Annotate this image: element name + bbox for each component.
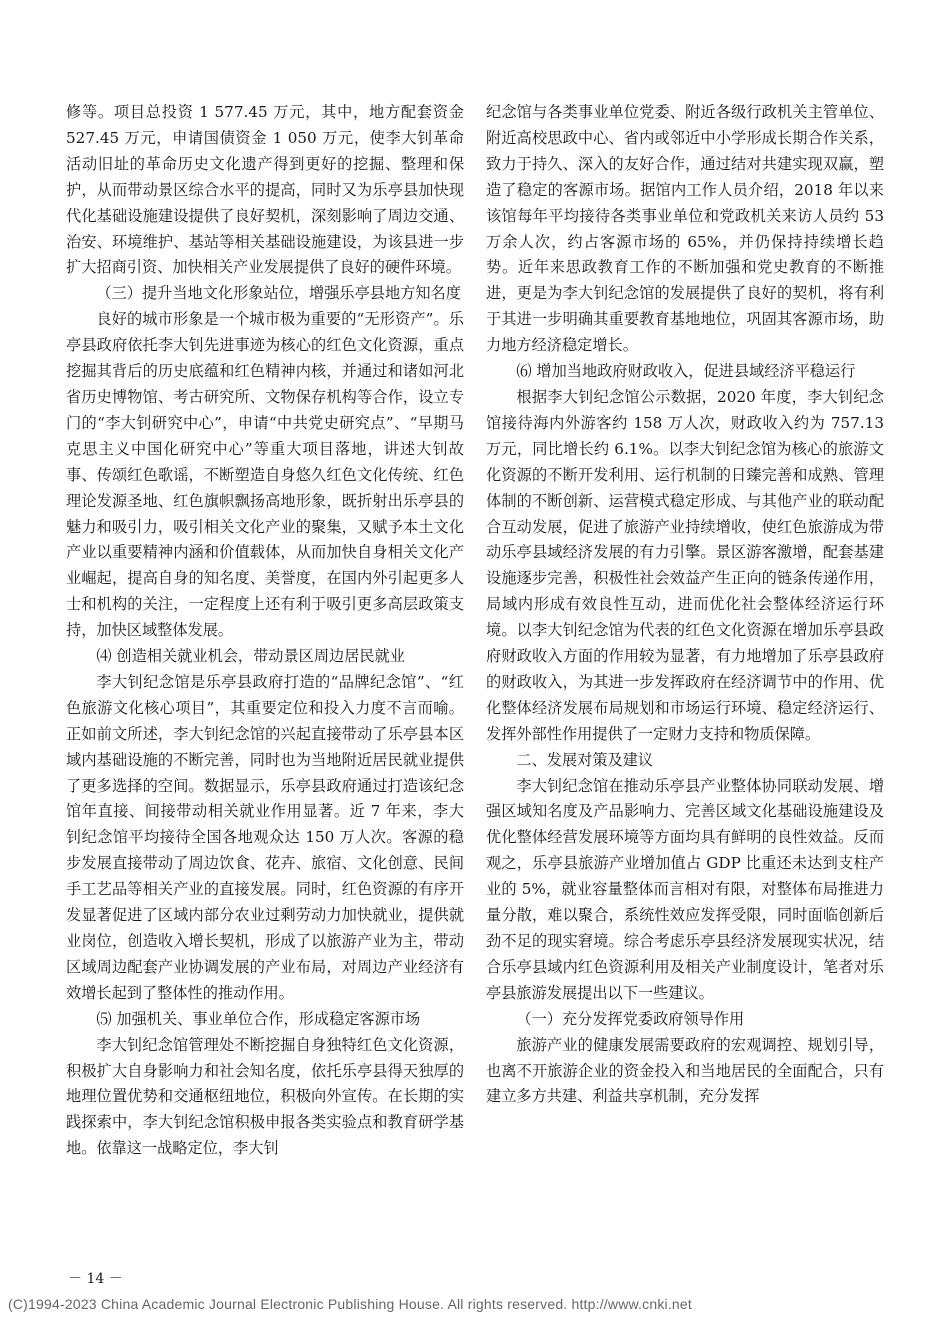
copyright-notice: (C)1994-2023 China Academic Journal Electronic Publishing House. All rights reserved. http://www.cnki.net [8,1296,692,1312]
page-number: － 14 － [68,1271,123,1287]
left-column [66,100,464,1162]
section-heading: （一）充分发挥党委政府领导作用 [516,1009,745,1028]
paragraph: 旅游产业的健康发展需要政府的宏观调控、规划引导，也离不开旅游企业的资金投入和当地居民的全面配合，只有建立多方共建、利益共享机制，充分发挥 [486,1035,884,1106]
section-heading: ⑷ 创造相关就业机会，带动景区周边居民就业 [96,647,405,666]
section-heading: ⑸ 加强机关、事业单位合作，形成稳定客源市场 [96,1009,421,1028]
section-heading: ⑹ 增加当地政府财政收入，促进县域经济平稳运行 [516,362,856,381]
paragraph: 李大钊纪念馆管理处不断挖掘自身独特红色文化资源，积极扩大自身影响力和社会知名度，依托乐亭县得天独厚的地理位置优势和交通枢纽地位，积极向外宣传。在长期的实践探索中，李大钊纪念馆积极申报各类实验点和教育研学基地。依靠这一战略定位，李大钊 [66,1035,464,1158]
paragraph: 纪念馆与各类事业单位党委、附近各级行政机关主管单位、附近高校思政中心、省内或邻近中小学形成长期合作关系，致力于持久、深入的友好合作，通过结对共建实现双赢，塑造了稳定的客源市场。据馆内工作人员介绍，2018 年以来该馆每年平均接待各类事业单位和党政机关来访人员约 53 万余人次，约占客源市场的 65%，并仍保持持续增长趋势。近年来思政教育工作的不断加强和党史教育的不断推进，更是为李大钊纪念馆的发展提供了良好的契机，将有利于其进一步明确其重要教育基地地位，巩固其客源市场，助力地方经济稳定增长。 [486,103,884,355]
paragraph: 修等。项目总投资 1 577.45 万元，其中，地方配套资金 527.45 万元，申请国债资金 1 050 万元，使李大钊革命活动旧址的革命历史文化遗产得到更好的挖掘、整理和保护，从而带动景区综合水平的提高，同时又为乐亭县加快现代化基础设施建设提供了良好契机，深刻影响了周边交通、治安、环境维护、基站等相关基础设施建设，为该县进一步扩大招商引资、加快相关产业发展提供了良好的硬件环境。 [66,103,464,277]
paragraph: 李大钊纪念馆在推动乐亭县产业整体协同联动发展、增强区域知名度及产品影响力、完善区域文化基础设施建设及优化整体经营发展环境等方面均具有鲜明的良性效益。反而观之，乐亭县旅游产业增加值占 GDP 比重还未达到支柱产业的 5%，就业容量整体而言相对有限，对整体布局推进力量分散，难以聚合，系统性效应发挥受限，同时面临创新后劲不足的现实窘境。综合考虑乐亭县经济发展现实状况，结合乐亭县域内红色资源利用及相关产业制度设计，笔者对乐亭县旅游发展提出以下一些建议。 [486,776,884,1002]
section-heading: （三）提升当地文化形象站位，增强乐亭县地方知名度 [96,284,461,303]
paragraph: 良好的城市形象是一个城市极为重要的“无形资产”。乐亭县政府依托李大钊先进事迹为核心的红色文化资源，重点挖掘其背后的历史底蕴和红色精神内核，并通过和诸如河北省历史博物馆、考古研究所、文物保存机构等合作，设立专门的“李大钊研究中心”，申请“中共党史研究点”、“早期马克思主义中国化研究中心”等重大项目落地，讲述大钊故事、传颂红色歌谣，不断塑造自身悠久红色文化传统、红色理论发源圣地、红色旗帜飘扬高地形象，既折射出乐亭县的魅力和吸引力，吸引相关文化产业的聚集，又赋予本土文化产业以重要精神内涵和价值载体，从而加快自身相关文化产业崛起，提高自身的知名度、美誉度，在国内外引起更多人士和机构的关注，一定程度上还有利于吸引更多高层政策支持，加快区域整体发展。 [66,310,464,640]
paragraph: 李大钊纪念馆是乐亭县政府打造的“品牌纪念馆”、“红色旅游文化核心项目”，其重要定位和投入力度不言而喻。正如前文所述，李大钊纪念馆的兴起直接带动了乐亭县本区域内基础设施的不断完善，同时也为当地附近居民就业提供了更多选择的空间。数据显示，乐亭县政府通过打造该纪念馆年直接、间接带动相关就业作用显著。近 7 年来，李大钊纪念馆平均接待全国各地观众达 150 万人次。客源的稳步发展直接带动了周边饮食、花卉、旅宿、文化创意、民间手工艺品等相关产业的直接发展。同时，红色资源的有序开发显著促进了区域内部分农业过剩劳动力加快就业，提供就业岗位，创造收入增长契机，形成了以旅游产业为主，带动区域周边配套产业协调发展的产业布局，对周边产业经济有效增长起到了整体性的推动作用。 [66,672,464,1002]
right-column [486,100,884,1110]
section-heading: 二、发展对策及建议 [516,750,654,769]
paragraph: 根据李大钊纪念馆公示数据，2020 年度，李大钊纪念馆接待海内外游客约 158 万人次，财政收入约为 757.13 万元，同比增长约 6.1%。以李大钊纪念馆为核心的旅游文化资源的不断开发利用、运行机制的日臻完善和成熟、管理体制的不断创新、运营模式稳定形成、与其他产业的联动配合互动发展，促进了旅游产业持续增收，使红色旅游成为带动乐亭县域经济发展的有力引擎。景区游客激增，配套基建设施逐步完善，积极性社会效益产生正向的链条传递作用，局域内形成有效良性互动，进而优化社会整体经济运行环境。以李大钊纪念馆为代表的红色文化资源在增加乐亭县政府财政收入方面的作用较为显著，有力地增加了乐亭县政府的财政收入，为其进一步发挥政府在经济调节中的作用、优化整体经济发展布局规划和市场运行环境、稳定经济运行、发挥外部性作用提供了一定财力支持和物质保障。 [486,387,884,743]
